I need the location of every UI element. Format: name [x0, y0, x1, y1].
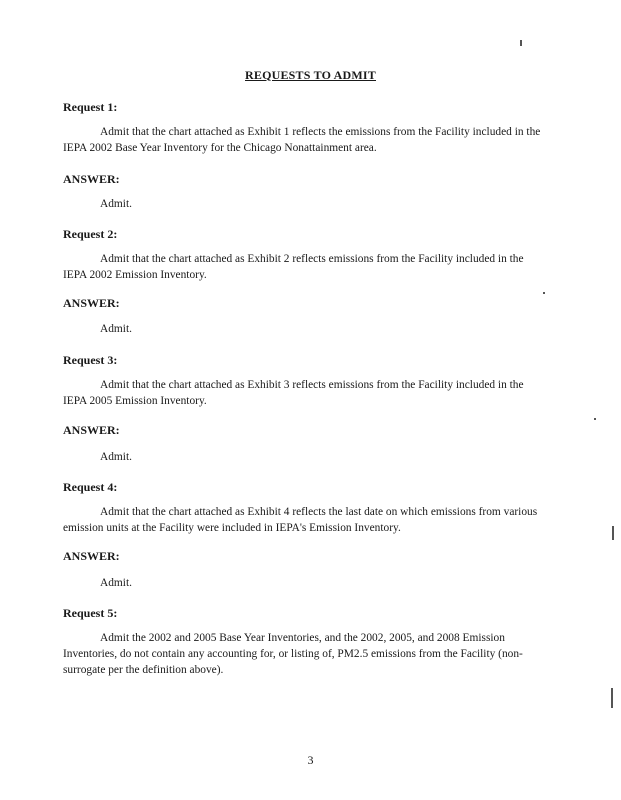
request-3-text: [63, 377, 543, 409]
request-1-body: Admit that the chart attached as Exhibit 1 reflects the emissions from the Facility included in the IEPA 2002 Base Year Inventory for the Chicago Nonattainment area.: [63, 126, 541, 154]
request-4-body: Admit that the chart attached as Exhibit 4 reflects the last date on which emissions from various emission units at the Facility were included in IEPA's Emission Inventory.: [63, 506, 538, 534]
request-3-label: Request 3:: [63, 353, 118, 367]
request-2-label: Request 2:: [63, 227, 118, 241]
answer-2-label: ANSWER:: [63, 296, 120, 310]
request-4-label: Request 4:: [63, 480, 118, 494]
request-3-body: Admit that the chart attached as Exhibit 3 reflects emissions from the Facility included in the IEPA 2005 Emission Inventory.: [63, 379, 524, 407]
scan-mark: [611, 688, 613, 708]
request-5-body: Admit the 2002 and 2005 Base Year Inventories, and the 2002, 2005, and 2008 Emission Inventories, do not contain any accounting for, or listing of, PM2.5 emissions from the Facility (non-surrogate per the definition above).: [63, 632, 523, 676]
request-2-text: [63, 251, 543, 283]
answer-1-label: ANSWER:: [63, 172, 120, 186]
answer-1-text: Admit.: [100, 198, 132, 210]
request-2-body: Admit that the chart attached as Exhibit 2 reflects emissions from the Facility included in the IEPA 2002 Emission Inventory.: [63, 253, 524, 281]
page-number: 3: [307, 753, 314, 767]
answer-2-text: Admit.: [100, 323, 132, 335]
scan-mark: [612, 526, 614, 540]
request-1-label: Request 1:: [63, 100, 118, 114]
answer-3-label: ANSWER:: [63, 423, 120, 437]
answer-4-label: ANSWER:: [63, 549, 120, 563]
page-title: REQUESTS TO ADMIT: [245, 68, 376, 82]
request-5-label: Request 5:: [63, 606, 118, 620]
answer-4-text: Admit.: [100, 577, 132, 589]
answer-3-text: Admit.: [100, 451, 132, 463]
scan-speck: [543, 292, 545, 294]
scan-speck: [520, 40, 522, 46]
request-4-text: [63, 504, 543, 536]
scan-speck: [594, 418, 596, 420]
request-5-text: [63, 630, 543, 678]
request-1-text: [63, 124, 543, 156]
